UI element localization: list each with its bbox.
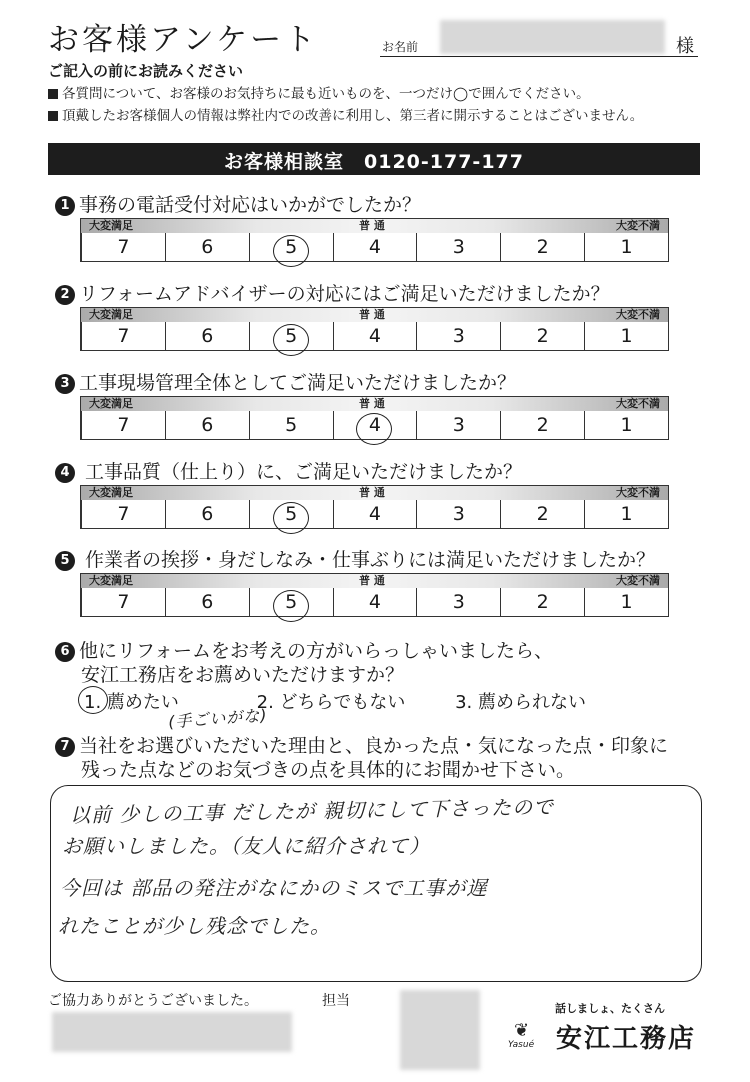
rating-option[interactable]: 6 xyxy=(165,322,249,350)
rating-option[interactable]: 2 xyxy=(500,411,584,439)
rating-option[interactable]: 7 xyxy=(81,233,165,261)
scale-label-middle: 普 通 xyxy=(359,219,385,232)
logo-tagline: 話しましょ、たくさん xyxy=(555,1002,665,1015)
option-neutral[interactable]: 2. どちらでもない xyxy=(256,692,406,713)
option-not-recommend[interactable]: 3. 薦められない xyxy=(455,692,586,713)
recommend-options xyxy=(84,688,586,714)
selection-circle xyxy=(273,590,309,622)
rating-option[interactable]: 5 xyxy=(249,500,333,528)
rating-option[interactable]: 2 xyxy=(500,233,584,261)
question-7-line2: 残った点などのお気づきの点を具体的にお聞かせ下さい。 xyxy=(81,759,576,781)
redacted-block xyxy=(52,1012,292,1052)
rating-scale xyxy=(80,485,669,529)
selection-circle xyxy=(273,502,309,534)
thanks-text: ご協力ありがとうございました。 xyxy=(48,993,258,1009)
rating-option[interactable]: 2 xyxy=(500,588,584,616)
scale-label-left: 大変満足 xyxy=(89,308,133,321)
selection-circle xyxy=(273,324,309,356)
question-number-badge: 7 xyxy=(55,737,75,757)
question-1 xyxy=(55,190,421,217)
rating-scale xyxy=(80,573,669,617)
scale-label-left: 大変満足 xyxy=(89,486,133,499)
scale-label-middle: 普 通 xyxy=(359,308,385,321)
rating-option[interactable]: 7 xyxy=(81,411,165,439)
page-title: お客様アンケート xyxy=(48,22,319,58)
leaf-logo-icon: ❦ xyxy=(514,1020,530,1041)
selection-circle xyxy=(356,413,392,445)
question-number-badge: 1 xyxy=(55,196,75,216)
rating-scale xyxy=(80,307,669,351)
option-recommend[interactable]: 1. 薦めたい xyxy=(84,692,179,713)
question-text: 事務の電話受付対応はいかがでしたか？ xyxy=(79,194,422,216)
rating-option[interactable]: 1 xyxy=(584,411,668,439)
handwritten-note: (手ごいがな) xyxy=(167,705,269,732)
question-3 xyxy=(55,368,516,395)
answer-line: 以前 少しの工事 だしたが 親切にして下さったので xyxy=(69,794,555,828)
rating-option[interactable]: 2 xyxy=(500,322,584,350)
instruction-bullet: 頂戴したお客様個人の情報は弊社内での改善に利用し、第三者に開示することはございません。 xyxy=(48,104,643,124)
question-number-badge: 4 xyxy=(55,463,75,483)
answer-line: 今回は 部品の発注がなにかのミスで工事が遅 xyxy=(60,876,488,900)
square-bullet-icon xyxy=(48,89,58,99)
name-label: お名前 xyxy=(382,40,419,54)
question-number-badge: 5 xyxy=(55,551,75,571)
scale-label-right: 大変不満 xyxy=(616,574,660,587)
scale-label-middle: 普 通 xyxy=(359,574,385,587)
rating-option[interactable]: 1 xyxy=(584,233,668,261)
answer-line: れたことが少し残念でした。 xyxy=(58,914,331,938)
question-2 xyxy=(55,279,610,306)
rating-scale xyxy=(80,218,669,262)
question-6-line2: 安江工務店をお薦めいただけますか？ xyxy=(81,664,405,686)
rating-option[interactable]: 3 xyxy=(416,588,500,616)
name-suffix: 様 xyxy=(676,36,694,57)
question-number-badge: 6 xyxy=(55,642,75,662)
scale-label-left: 大変満足 xyxy=(89,574,133,587)
rating-option[interactable]: 3 xyxy=(416,411,500,439)
question-text: 工事品質（仕上り）に、ご満足いただけましたか？ xyxy=(79,461,523,483)
scale-label-left: 大変満足 xyxy=(89,219,133,232)
rating-option[interactable]: 3 xyxy=(416,322,500,350)
instructions-heading: ご記入の前にお読みください xyxy=(48,62,244,80)
scale-label-middle: 普 通 xyxy=(359,397,385,410)
rating-option[interactable]: 4 xyxy=(333,322,417,350)
question-text: 工事現場管理全体としてご満足いただけましたか？ xyxy=(79,372,517,394)
rating-option[interactable]: 3 xyxy=(416,233,500,261)
question-4 xyxy=(55,457,522,484)
rating-option[interactable]: 5 xyxy=(249,322,333,350)
scale-label-right: 大変不満 xyxy=(616,486,660,499)
rating-option[interactable]: 4 xyxy=(333,588,417,616)
selection-circle xyxy=(273,235,309,267)
scale-label-right: 大変不満 xyxy=(616,219,660,232)
scale-label-right: 大変不満 xyxy=(616,308,660,321)
name-line xyxy=(380,56,698,57)
rating-option[interactable]: 5 xyxy=(249,588,333,616)
company-logo: 安江工務店 xyxy=(556,1024,697,1054)
rating-option[interactable]: 7 xyxy=(81,322,165,350)
rating-option[interactable]: 6 xyxy=(165,411,249,439)
instruction-bullet: 各質問について、お客様のお気持ちに最も近いものを、一つだけ◯で囲んでください。 xyxy=(48,82,590,102)
contact-bar: お客様相談室 0120-177-177 xyxy=(48,143,700,175)
rating-option[interactable]: 7 xyxy=(81,588,165,616)
rating-option[interactable]: 1 xyxy=(584,588,668,616)
question-text: 作業者の挨拶・身だしなみ・仕事ぶりには満足いただけましたか？ xyxy=(79,549,656,571)
scale-label-right: 大変不満 xyxy=(616,397,660,410)
scale-label-left: 大変満足 xyxy=(89,397,133,410)
question-7: 7 当社をお選びいただいた理由と、良かった点・気になった点・印象に xyxy=(55,731,668,758)
staff-label: 担当 xyxy=(322,993,350,1009)
logo-mark: Yasué xyxy=(508,1040,535,1050)
rating-option[interactable]: 6 xyxy=(165,500,249,528)
answer-line: お願いしました。（友人に紹介されて） xyxy=(62,834,430,858)
question-number-badge: 3 xyxy=(55,374,75,394)
rating-option[interactable]: 3 xyxy=(416,500,500,528)
rating-option[interactable]: 4 xyxy=(333,233,417,261)
question-5 xyxy=(55,545,655,572)
rating-option[interactable]: 6 xyxy=(165,233,249,261)
question-text: リフォームアドバイザーの対応にはご満足いただけましたか？ xyxy=(79,283,610,305)
rating-option[interactable]: 1 xyxy=(584,500,668,528)
square-bullet-icon xyxy=(48,111,58,121)
selection-circle xyxy=(78,686,108,714)
question-6: 6 他にリフォームをお考えの方がいらっしゃいましたら、 xyxy=(55,636,553,663)
rating-option[interactable]: 5 xyxy=(249,233,333,261)
rating-option[interactable]: 2 xyxy=(500,500,584,528)
name-redacted xyxy=(440,20,665,54)
rating-option[interactable]: 1 xyxy=(584,322,668,350)
question-number-badge: 2 xyxy=(55,285,75,305)
rating-option[interactable]: 4 xyxy=(333,411,417,439)
rating-option[interactable]: 5 xyxy=(249,411,333,439)
rating-option[interactable]: 6 xyxy=(165,588,249,616)
rating-option[interactable]: 7 xyxy=(81,500,165,528)
scale-label-middle: 普 通 xyxy=(359,486,385,499)
redacted-block xyxy=(400,990,480,1070)
rating-option[interactable]: 4 xyxy=(333,500,417,528)
